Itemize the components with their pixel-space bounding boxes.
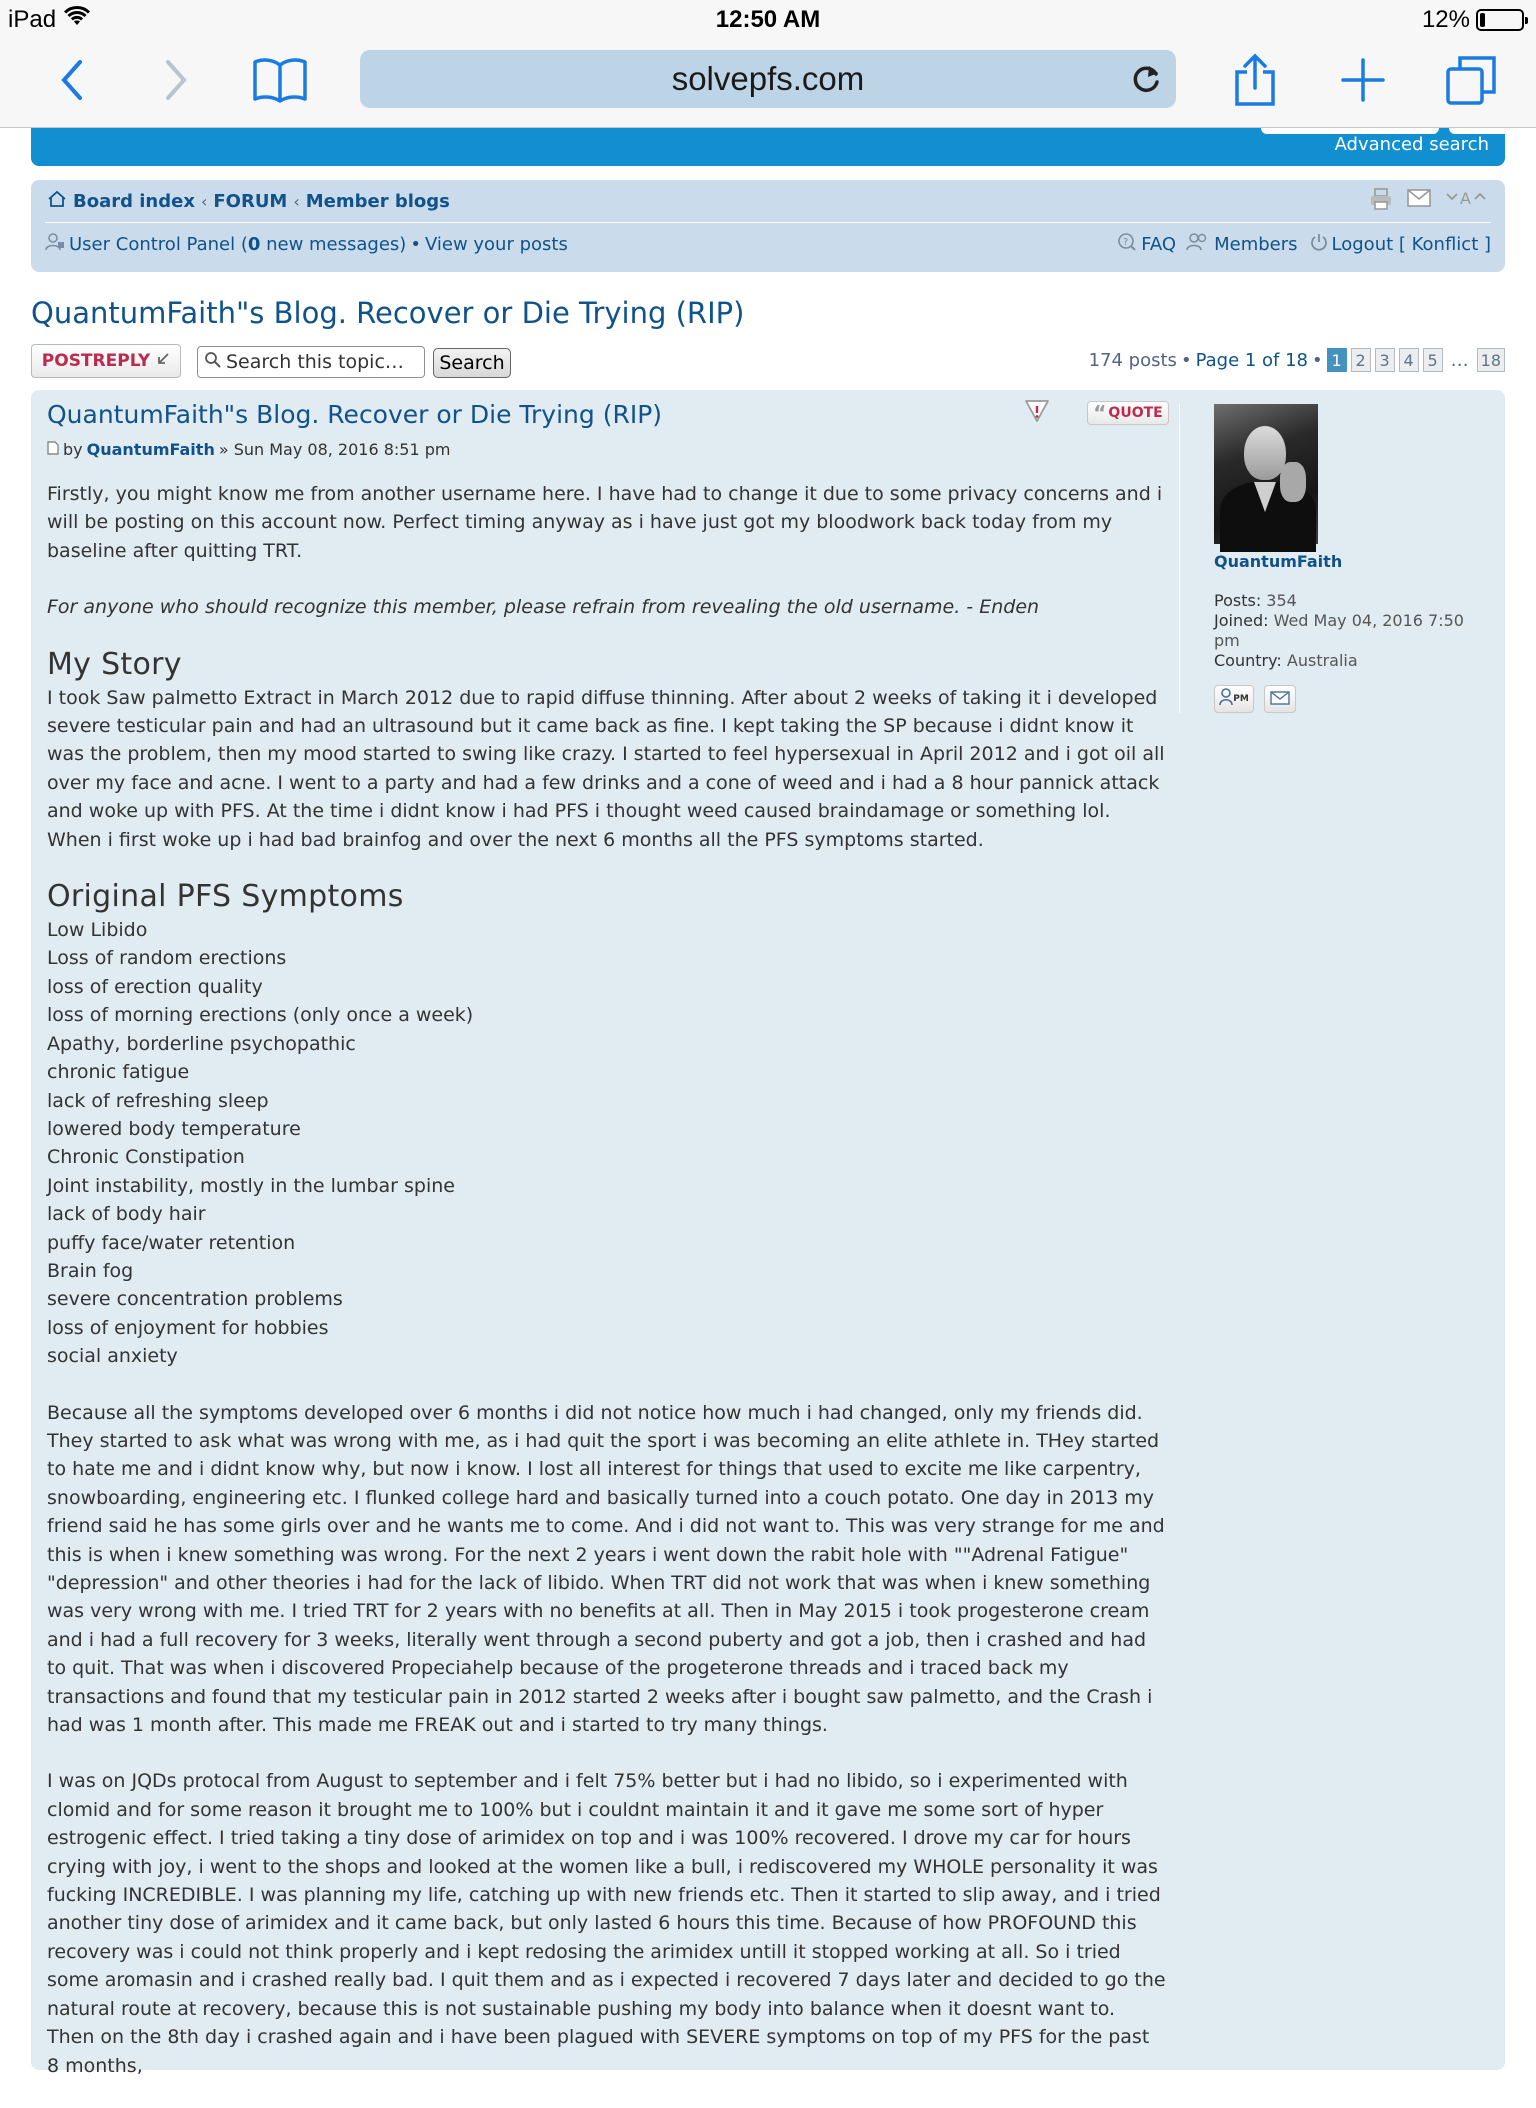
profile-username[interactable]: QuantumFaith: [1214, 552, 1343, 571]
bullet-separator: •: [410, 234, 421, 255]
list-item: severe concentration problems: [47, 1288, 343, 1311]
bullet-separator: •: [1312, 349, 1323, 371]
faq-icon: [1117, 232, 1137, 257]
new-tab-icon[interactable]: [1340, 50, 1386, 110]
advanced-search-link[interactable]: Advanced search: [1334, 134, 1489, 155]
chevron-left-icon: ‹: [200, 192, 208, 211]
faq-link[interactable]: FAQ: [1141, 234, 1177, 255]
search-button[interactable]: Search: [433, 348, 511, 378]
print-icon[interactable]: [1369, 188, 1393, 215]
power-icon: [1310, 233, 1328, 256]
list-item: lowered body temperature: [47, 1117, 301, 1140]
list-item: lack of body hair: [47, 1203, 206, 1226]
list-item: Joint instability, mostly in the lumbar spine: [47, 1174, 455, 1197]
paragraph-2: Because all the symptoms developed over 6 months i did not notice how much i had changed, only my friends did. They started to ask what was wrong with me, as i had quit the sport i was becoming an elite athlete in. THey started to hate me and i didnt know why, but now i know. I lost all interest for things that used to excite me like carpentry, snowboarding, engineering etc. I flunked college hard and basically turned into a couch potato. One day in 2013 my friend said he has some girls over and he wants me to come. And i did not want to. This was very strange for me and this is when i knew something was wrong. For the next 2 years i went down the rabit hole with ""Adrenal Fatigue" "depression" and other theories i had for the lack of libido. When TRT did not work that was when i knew something was very wrong with me. I tried TRT for 2 years with no benefits at all. Then in May 2015 i took progesterone cream and i had a full recovery for 3 weeks, literally went through a second puberty and got a job, then i crashed and had to quit. That was when i discovered Propeciahelp because of the progeterone threads and i traced back my transactions and found that my testicular pain in 2012 started 2 weeks after i bought saw palmetto, and the Crash i had was 1 month after. This made me FREAK out and i started to try many things.: [47, 1401, 1165, 1737]
post-count: 174 posts: [1088, 349, 1177, 371]
reload-icon[interactable]: [1130, 62, 1162, 104]
bookmarks-icon[interactable]: [250, 50, 310, 110]
intro-paragraph: Firstly, you might know me from another username here. I have had to change it due to some privacy concerns and i will be posting on this account now. Perfect timing anyway as i have just got my bloodwork back today from my baseline after quitting TRT.: [47, 483, 1163, 562]
breadcrumb-forum[interactable]: FORUM: [213, 191, 288, 212]
post-date: » Sun May 08, 2016 8:51 pm: [218, 440, 451, 459]
search-placeholder: Search this topic…: [226, 351, 404, 373]
page-1: 1: [1327, 348, 1347, 372]
profile-posts[interactable]: 354: [1266, 591, 1297, 610]
post: [31, 390, 1505, 2077]
breadcrumb-member-blogs[interactable]: Member blogs: [305, 191, 450, 212]
profile-stats: Posts: 354 Joined: Wed May 04, 2016 7:50 pm Country: Australia: [1214, 591, 1464, 670]
action-bar: [31, 344, 1505, 380]
back-button[interactable]: [52, 50, 92, 110]
share-icon[interactable]: [1230, 50, 1280, 110]
breadcrumb-board-index[interactable]: Board index: [73, 191, 195, 212]
list-item: puffy face/water retention: [47, 1231, 296, 1254]
list-item: loss of enjoyment for hobbies: [47, 1316, 329, 1339]
page-last[interactable]: 18: [1477, 348, 1505, 372]
paragraph-3: I was on JQDs protocal from August to september and i felt 75% better but i had no libido, so i experimented with clomid and for some reason it brought me to 100% but i couldnt maintain it and it gave me some sort of hyper estrogenic effect. I tried taking a tiny dose of arimidex on top and i was 100% recovered. I drove my car for hours crying with joy, i went to the shops and looked at the women like a bull, i rediscovered my WHOLE personality it was fucking INCREDIBLE. I was planning my life, catching up with new friends etc. Then it started to slip away, and i tried another tiny dose of arimidex and it came back, but only lasted 6 hours this time. Because of how PROFOUND this recovery was i could not think properly and i kept redosing the arimidex untill it stopped working at all. So i tried some aromasin and i crashed really bad. I quit them and as i expected i recovered 7 days later and decided to go the natural route at recovery, because this is not sustainable pushing my body into balance when it doesnt want to. Then on the 8th day i crashed again and i have been plagued with SEVERE symptoms on top of my PFS for the past 8 months,: [47, 1770, 1166, 2077]
logout-link[interactable]: Logout [ Konflict ]: [1331, 234, 1491, 255]
list-item: lack of refreshing sleep: [47, 1089, 269, 1112]
profile-joined: Wed May 04, 2016 7:50 pm: [1214, 611, 1464, 650]
page-tools: [1369, 188, 1491, 215]
list-item: chronic fatigue: [47, 1061, 190, 1084]
svg-text:A: A: [1460, 189, 1471, 208]
pm-button[interactable]: PM: [1214, 685, 1254, 713]
list-item: Brain fog: [47, 1259, 134, 1282]
view-posts-link[interactable]: View your posts: [424, 234, 568, 255]
members-link[interactable]: Members: [1214, 234, 1298, 255]
page-5[interactable]: 5: [1423, 348, 1443, 372]
topic-search-input[interactable]: [197, 346, 425, 378]
pagination-ellipsis: …: [1450, 349, 1469, 371]
reply-arrow-icon: [156, 351, 170, 371]
chevron-left-icon: ‹: [293, 192, 300, 211]
navbar-divider: [45, 222, 1491, 223]
battery-icon: [1476, 9, 1524, 31]
post-title[interactable]: QuantumFaith"s Blog. Recover or Die Trying (RIP): [47, 400, 663, 429]
svg-text:?: ?: [1123, 237, 1129, 248]
ucp-icon: [45, 232, 65, 257]
clock: 12:50 AM: [715, 6, 821, 33]
status-bar: [0, 0, 1536, 40]
post-author-line: by QuantumFaith » Sun May 08, 2016 8:51 pm: [47, 440, 450, 459]
profile-country: Australia: [1286, 651, 1358, 670]
user-icon: [1219, 688, 1233, 710]
new-messages-count: 0: [247, 234, 261, 255]
avatar[interactable]: [1214, 404, 1318, 544]
pagination: [1089, 348, 1505, 372]
list-item: Low Libido: [47, 919, 148, 942]
forward-button[interactable]: [156, 50, 196, 110]
post-actions: [1023, 398, 1169, 428]
email-button[interactable]: [1264, 685, 1296, 713]
list-item: social anxiety: [47, 1345, 178, 1368]
page-3[interactable]: 3: [1375, 348, 1395, 372]
post-profile: [1179, 404, 1479, 713]
topic-title[interactable]: QuantumFaith"s Blog. Recover or Die Trying (RIP): [31, 296, 745, 330]
tabs-icon[interactable]: [1444, 50, 1498, 110]
quote-button[interactable]: “ QUOTE: [1087, 401, 1169, 425]
page-4[interactable]: 4: [1399, 348, 1419, 372]
device-label: iPad: [8, 6, 57, 33]
navbar: [31, 180, 1505, 272]
post-author-link[interactable]: QuantumFaith: [86, 440, 215, 459]
mail-icon: [1270, 690, 1290, 709]
page-2[interactable]: 2: [1351, 348, 1371, 372]
list-item: loss of erection quality: [47, 975, 263, 998]
story-heading: My Story: [47, 646, 182, 682]
moderator-note: For anyone who should recognize this member, please refrain from revealing the old username. - Enden: [47, 596, 1040, 619]
list-item: Chronic Constipation: [47, 1146, 245, 1169]
bullet-separator: •: [1180, 349, 1192, 371]
list-item: loss of morning erections (only once a week): [47, 1004, 474, 1027]
browser-toolbar: [0, 40, 1536, 128]
address-bar[interactable]: [360, 50, 1176, 108]
site-header: [31, 128, 1505, 166]
list-item: Loss of random erections: [47, 947, 287, 970]
home-icon: [47, 190, 67, 213]
report-icon[interactable]: [1023, 398, 1051, 428]
post-content: [47, 480, 1167, 2108]
search-icon: [204, 351, 222, 374]
url-text: solvepfs.com: [671, 60, 865, 97]
contact-buttons: [1214, 685, 1479, 713]
quote-mark-icon: “: [1093, 401, 1107, 425]
battery-percent: 12%: [1421, 6, 1470, 33]
story-paragraph: I took Saw palmetto Extract in March 2012 due to rapid diffuse thinning. After about 2 weeks of taking it i developed severe testicular pain and had an ultrasound but it came back as fine. I kept taking the SP because i didnt know it was the problem, then my mood started to swing like crazy. I started to feel hypersexual in April 2012 and i got oil all over my face and acne. I went to a party and had a few drinks and a cone of weed and i had a 8 hour pannick attack and woke up with PFS. At the time i didnt know i had PFS i thought weed caused braindamage or something lol. When i first woke up i had bad brainfog and over the next 6 months all the PFS symptoms started.: [47, 686, 1165, 851]
font-size-icon[interactable]: [1445, 188, 1491, 215]
email-topic-icon[interactable]: [1407, 188, 1431, 215]
symptoms-list: [47, 916, 1167, 1371]
breadcrumb: [47, 190, 450, 213]
post-reply-button[interactable]: POSTREPLY: [31, 344, 181, 378]
page-info[interactable]: Page 1 of 18: [1195, 349, 1309, 371]
ucp-link[interactable]: User Control Panel (0 new messages): [69, 234, 407, 255]
members-icon: [1186, 232, 1210, 257]
symptoms-heading: Original PFS Symptoms: [47, 879, 404, 915]
list-item: Apathy, borderline psychopathic: [47, 1032, 356, 1055]
post-icon: [47, 440, 59, 459]
